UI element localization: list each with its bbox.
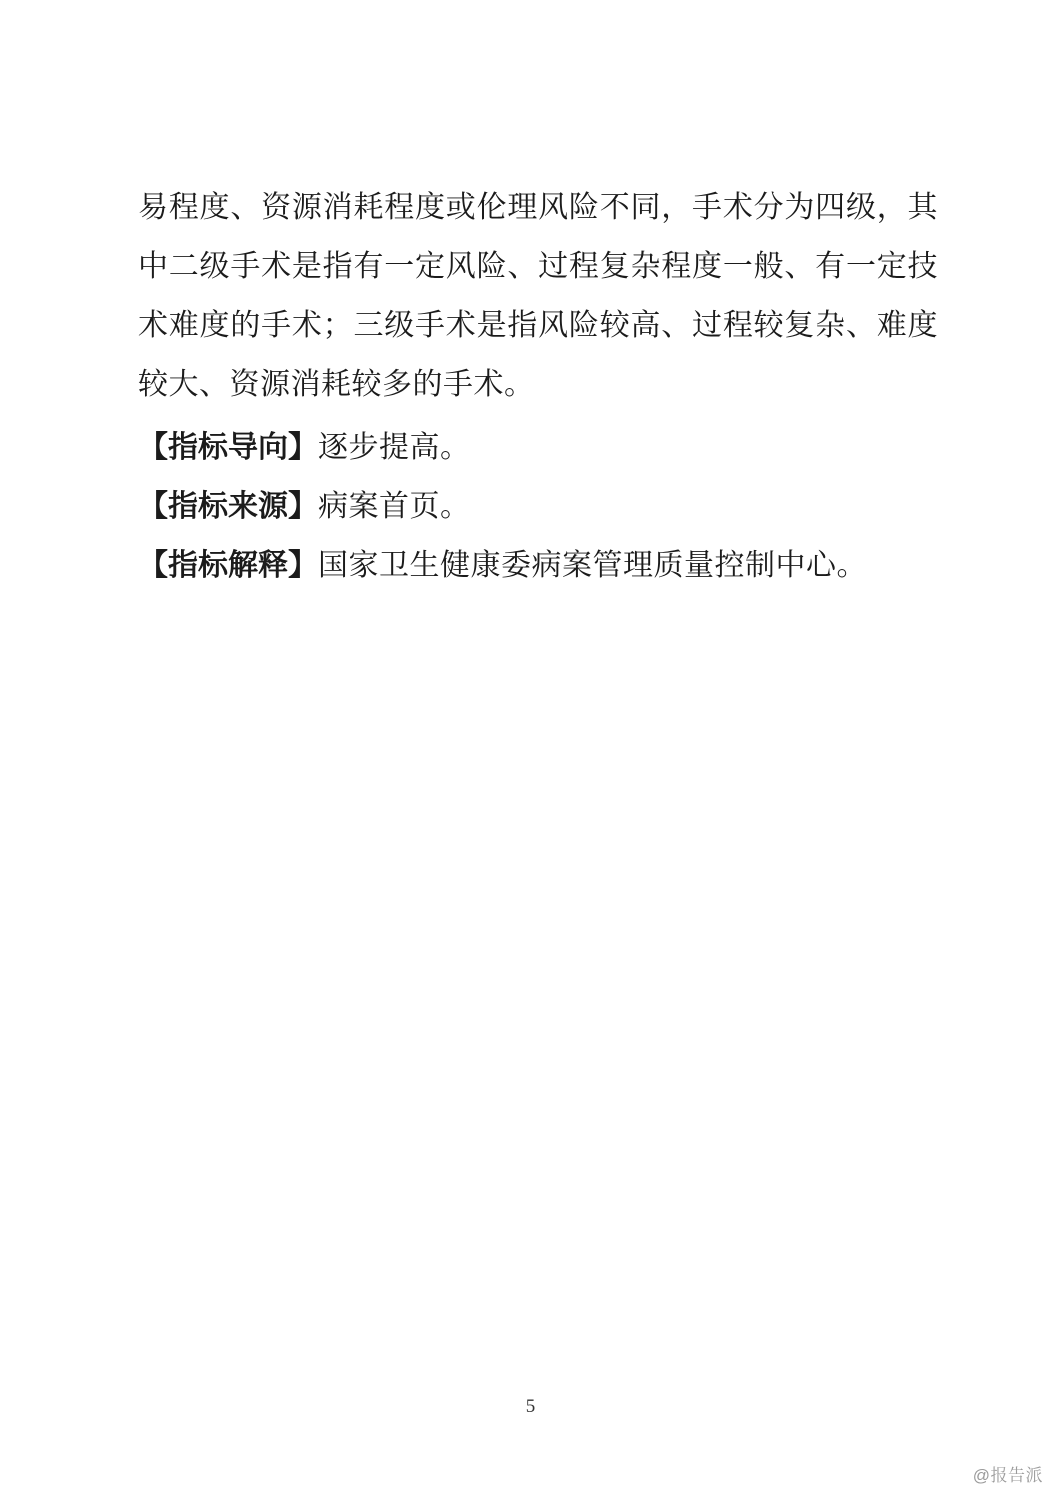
entry-line-1: [138, 418, 938, 477]
body-paragraph: 易程度、资源消耗程度或伦理风险不同，手术分为四级，其中二级手术是指有一定风险、过程复杂程度一般、有一定技术难度的手术；三级手术是指风险较高、过程较复杂、难度较大、资源消耗较多的手术。: [138, 191, 938, 401]
entry-line-2: [138, 477, 938, 536]
entry-label-2: 【指标来源】: [138, 490, 318, 523]
watermark: @报告派: [972, 1466, 1043, 1485]
entry-label-3: 【指标解释】: [138, 549, 318, 582]
entry-text-1: 逐步提高。: [318, 431, 471, 464]
entry-text-3: 国家卫生健康委病案管理质量控制中心。: [318, 549, 867, 582]
page-number: 5: [525, 1396, 536, 1417]
entry-text-2: 病案首页。: [318, 490, 471, 523]
page-content: [138, 178, 938, 595]
entry-label-1: 【指标导向】: [138, 431, 318, 464]
entry-line-3: [138, 536, 938, 595]
